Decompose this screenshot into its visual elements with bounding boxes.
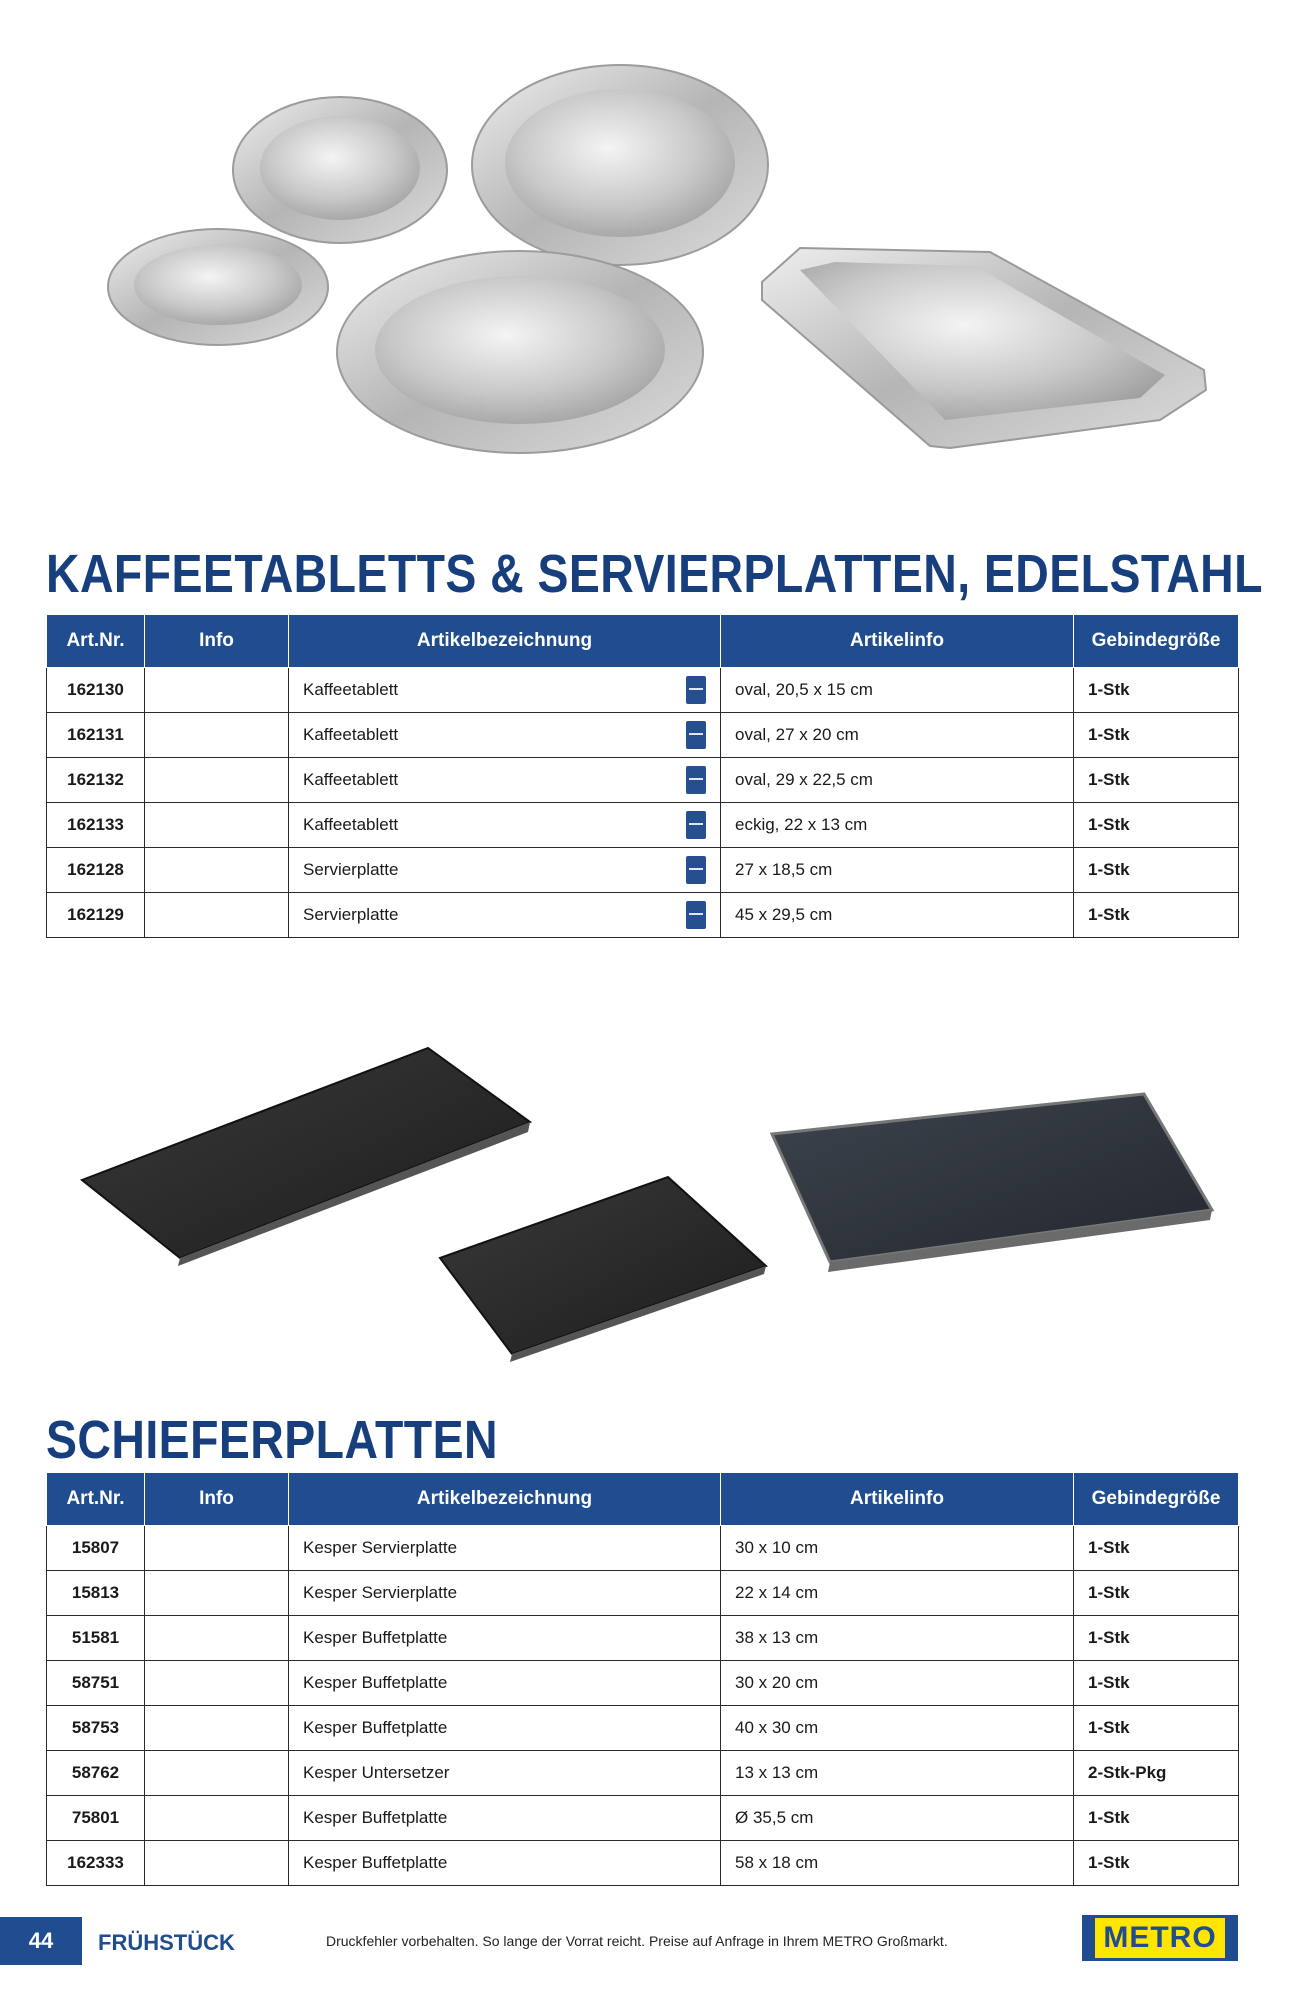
cell-name: Kesper Servierplatte xyxy=(289,1526,721,1571)
table-row xyxy=(47,803,1239,848)
col-header-artnr: Art.Nr. xyxy=(47,615,145,668)
cell-artnr: 162128 xyxy=(47,848,145,893)
table-row xyxy=(47,1526,1239,1571)
footer-disclaimer: Druckfehler vorbehalten. So lange der Vorrat reicht. Preise auf Anfrage in Ihrem METRO Großmarkt. xyxy=(326,1933,948,1949)
product-info-badge-icon[interactable] xyxy=(686,901,706,929)
col-header-gebindegroesse: Gebindegröße xyxy=(1074,1473,1239,1526)
cell-artinfo: 45 x 29,5 cm xyxy=(721,893,1074,938)
cell-artnr: 162132 xyxy=(47,758,145,803)
stainless-trays-photo xyxy=(0,0,1293,520)
product-info-badge-icon[interactable] xyxy=(686,811,706,839)
cell-geb: 1-Stk xyxy=(1074,1616,1239,1661)
cell-geb: 1-Stk xyxy=(1074,1526,1239,1571)
cell-name-text: Kaffeetablett xyxy=(303,680,399,699)
table-row xyxy=(47,668,1239,713)
cell-artnr: 75801 xyxy=(47,1796,145,1841)
footer-section-label: FRÜHSTÜCK xyxy=(98,1930,235,1955)
cell-name-text: Servierplatte xyxy=(303,860,399,879)
cell-artinfo: eckig, 22 x 13 cm xyxy=(721,803,1074,848)
metro-logo-text: METRO xyxy=(1095,1918,1224,1958)
cell-artnr: 58762 xyxy=(47,1751,145,1796)
table-row xyxy=(47,1751,1239,1796)
cell-geb: 1-Stk xyxy=(1074,1841,1239,1886)
cell-info xyxy=(145,848,289,893)
cell-artinfo: 13 x 13 cm xyxy=(721,1751,1074,1796)
section-title-edelstahl: KAFFEETABLETTS & SERVIERPLATTEN, EDELSTAHL xyxy=(46,544,1263,604)
cell-name-text: Kaffeetablett xyxy=(303,815,399,834)
cell-name-text: Kaffeetablett xyxy=(303,770,399,789)
col-header-artnr: Art.Nr. xyxy=(47,1473,145,1526)
cell-info xyxy=(145,1796,289,1841)
cell-info xyxy=(145,893,289,938)
col-header-artikelinfo: Artikelinfo xyxy=(721,1473,1074,1526)
product-info-badge-icon[interactable] xyxy=(686,856,706,884)
section-title-schieferplatten: SCHIEFERPLATTEN xyxy=(46,1410,498,1470)
cell-geb: 1-Stk xyxy=(1074,758,1239,803)
table-row xyxy=(47,893,1239,938)
col-header-artikelinfo: Artikelinfo xyxy=(721,615,1074,668)
table-edelstahl xyxy=(46,614,1239,938)
col-header-artikelbezeichnung: Artikelbezeichnung xyxy=(289,615,721,668)
cell-info xyxy=(145,1526,289,1571)
table-row xyxy=(47,1571,1239,1616)
cell-name xyxy=(289,668,721,713)
table-row xyxy=(47,1796,1239,1841)
cell-info xyxy=(145,1571,289,1616)
cell-artnr: 15813 xyxy=(47,1571,145,1616)
product-info-badge-icon[interactable] xyxy=(686,766,706,794)
cell-name: Kesper Untersetzer xyxy=(289,1751,721,1796)
cell-geb: 1-Stk xyxy=(1074,1571,1239,1616)
table-row xyxy=(47,1841,1239,1886)
cell-name: Kesper Buffetplatte xyxy=(289,1796,721,1841)
cell-name xyxy=(289,713,721,758)
cell-artinfo: oval, 27 x 20 cm xyxy=(721,713,1074,758)
cell-artnr: 58753 xyxy=(47,1706,145,1751)
table-header-row xyxy=(47,615,1239,668)
cell-geb: 1-Stk xyxy=(1074,848,1239,893)
cell-info xyxy=(145,1751,289,1796)
cell-artnr: 58751 xyxy=(47,1661,145,1706)
cell-artinfo: 30 x 20 cm xyxy=(721,1661,1074,1706)
cell-name-text: Servierplatte xyxy=(303,905,399,924)
table-row xyxy=(47,713,1239,758)
cell-name xyxy=(289,803,721,848)
cell-name: Kesper Buffetplatte xyxy=(289,1616,721,1661)
cell-artnr: 162129 xyxy=(47,893,145,938)
cell-geb: 1-Stk xyxy=(1074,1661,1239,1706)
cell-artnr: 15807 xyxy=(47,1526,145,1571)
cell-artnr: 51581 xyxy=(47,1616,145,1661)
cell-geb: 2-Stk-Pkg xyxy=(1074,1751,1239,1796)
cell-artnr: 162333 xyxy=(47,1841,145,1886)
cell-geb: 1-Stk xyxy=(1074,803,1239,848)
cell-artnr: 162130 xyxy=(47,668,145,713)
cell-artinfo: 38 x 13 cm xyxy=(721,1616,1074,1661)
cell-geb: 1-Stk xyxy=(1074,668,1239,713)
col-header-artikelbezeichnung: Artikelbezeichnung xyxy=(289,1473,721,1526)
col-header-info: Info xyxy=(145,615,289,668)
table-row xyxy=(47,1661,1239,1706)
product-info-badge-icon[interactable] xyxy=(686,721,706,749)
slate-plates-photo xyxy=(0,1000,1293,1390)
cell-info xyxy=(145,1616,289,1661)
cell-artinfo: oval, 29 x 22,5 cm xyxy=(721,758,1074,803)
cell-artinfo: Ø 35,5 cm xyxy=(721,1796,1074,1841)
cell-artinfo: oval, 20,5 x 15 cm xyxy=(721,668,1074,713)
cell-artinfo: 40 x 30 cm xyxy=(721,1706,1074,1751)
cell-info xyxy=(145,803,289,848)
cell-artnr: 162133 xyxy=(47,803,145,848)
table-row xyxy=(47,848,1239,893)
table-row xyxy=(47,758,1239,803)
table-row xyxy=(47,1616,1239,1661)
cell-geb: 1-Stk xyxy=(1074,893,1239,938)
table-schieferplatten xyxy=(46,1472,1239,1886)
cell-name: Kesper Buffetplatte xyxy=(289,1661,721,1706)
cell-name: Kesper Servierplatte xyxy=(289,1571,721,1616)
metro-logo xyxy=(1082,1915,1238,1961)
cell-artinfo: 22 x 14 cm xyxy=(721,1571,1074,1616)
table-row xyxy=(47,1706,1239,1751)
cell-name xyxy=(289,893,721,938)
cell-info xyxy=(145,1841,289,1886)
col-header-gebindegroesse: Gebindegröße xyxy=(1074,615,1239,668)
cell-artinfo: 27 x 18,5 cm xyxy=(721,848,1074,893)
cell-artinfo: 58 x 18 cm xyxy=(721,1841,1074,1886)
cell-info xyxy=(145,668,289,713)
cell-info xyxy=(145,713,289,758)
table-header-row xyxy=(47,1473,1239,1526)
product-info-badge-icon[interactable] xyxy=(686,676,706,704)
cell-geb: 1-Stk xyxy=(1074,713,1239,758)
cell-name-text: Kaffeetablett xyxy=(303,725,399,744)
col-header-info: Info xyxy=(145,1473,289,1526)
cell-geb: 1-Stk xyxy=(1074,1706,1239,1751)
cell-info xyxy=(145,1661,289,1706)
cell-geb: 1-Stk xyxy=(1074,1796,1239,1841)
page-number: 44 xyxy=(0,1917,82,1965)
cell-name xyxy=(289,758,721,803)
cell-name: Kesper Buffetplatte xyxy=(289,1706,721,1751)
cell-info xyxy=(145,758,289,803)
cell-artnr: 162131 xyxy=(47,713,145,758)
cell-info xyxy=(145,1706,289,1751)
cell-artinfo: 30 x 10 cm xyxy=(721,1526,1074,1571)
cell-name xyxy=(289,848,721,893)
cell-name: Kesper Buffetplatte xyxy=(289,1841,721,1886)
